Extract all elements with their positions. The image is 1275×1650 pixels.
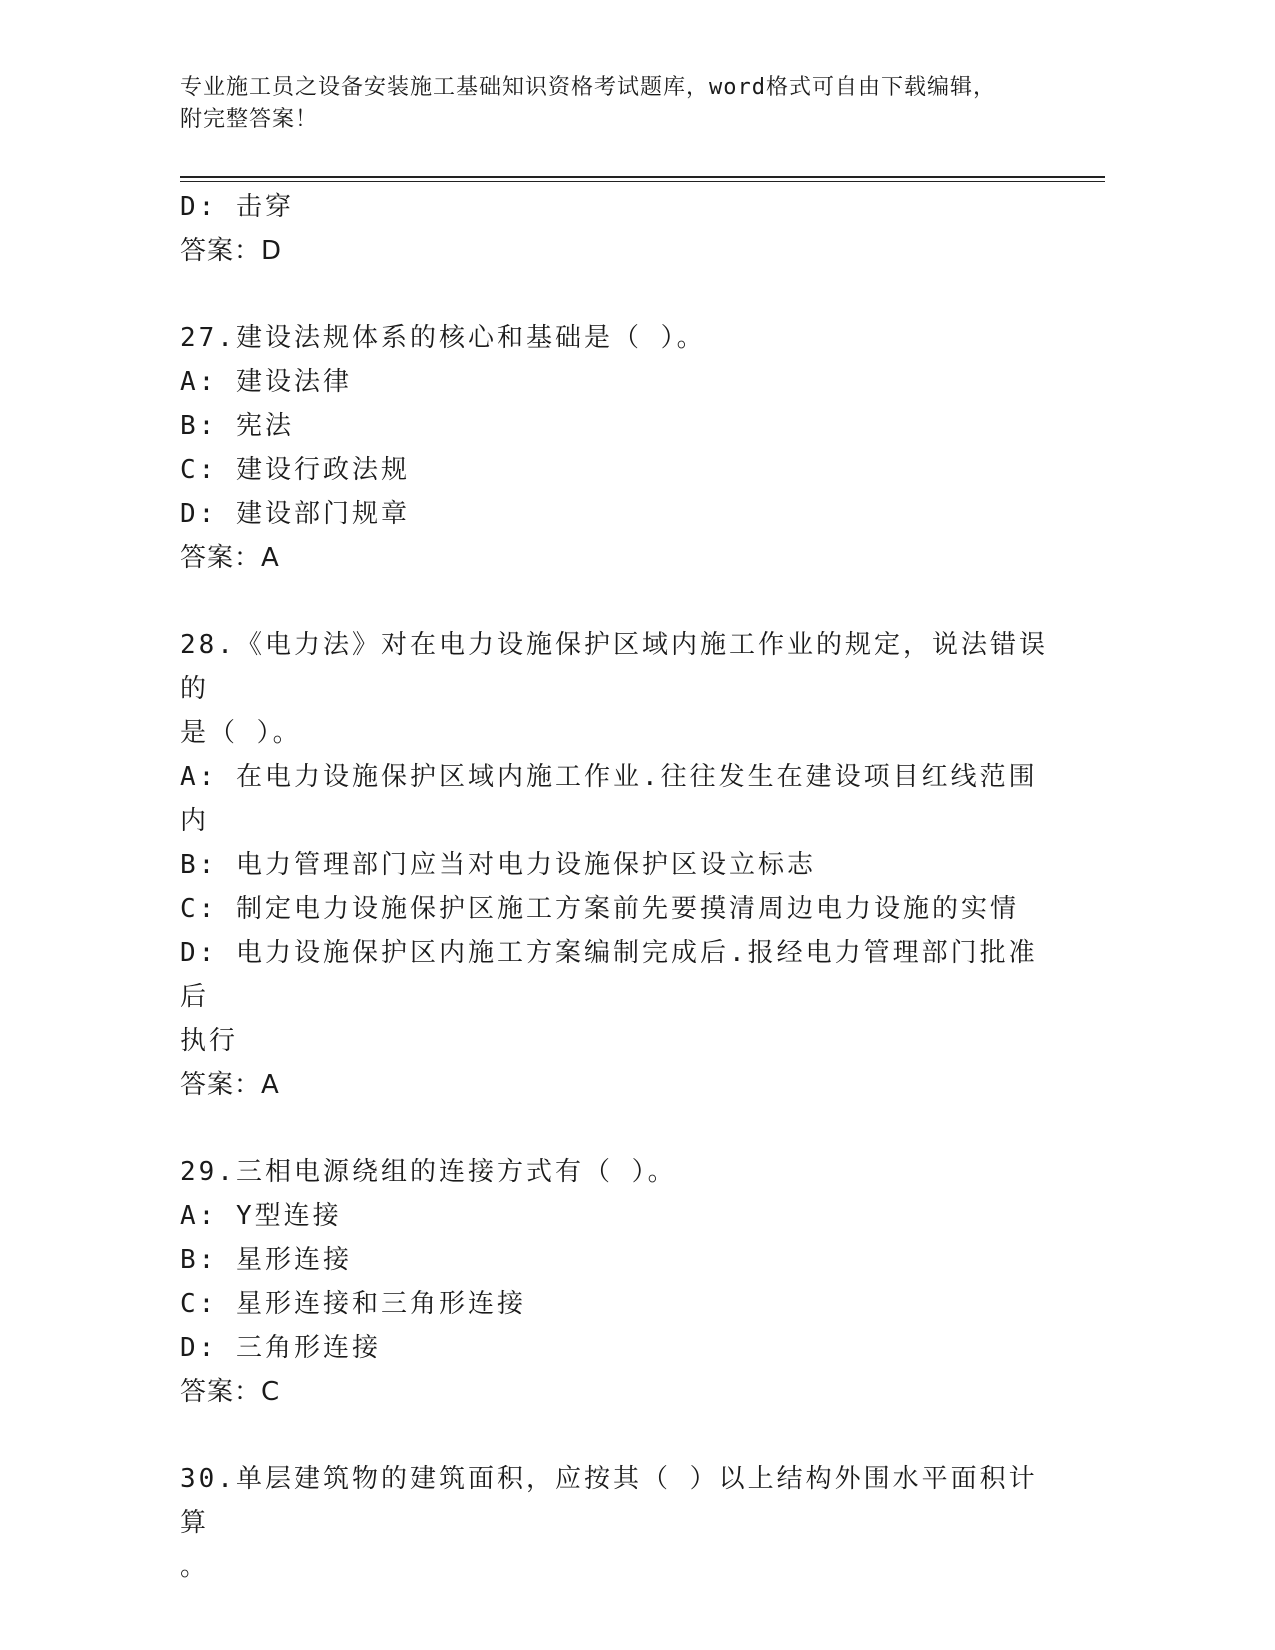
question-block-26 — [180, 185, 1050, 273]
option-a: A: 在电力设施保护区域内施工作业.往往发生在建设项目红线范围内 — [180, 762, 1038, 836]
option-c: C: 星形连接和三角形连接 — [180, 1289, 526, 1319]
spacer — [180, 1414, 1050, 1457]
question-text-line-2: 是（ ）。 — [180, 718, 302, 748]
answer-label: 答案：A — [180, 1070, 280, 1100]
option-a: A: 建设法律 — [180, 367, 352, 397]
option-d-line-2: 执行 — [180, 1026, 239, 1056]
answer-label: 答案：A — [180, 543, 280, 573]
answer-label: 答案：C — [180, 1377, 281, 1407]
spacer — [180, 273, 1050, 316]
option-c: C: 制定电力设施保护区施工方案前先要摸清周边电力设施的实情 — [180, 894, 1019, 924]
question-text: 27.建设法规体系的核心和基础是（ ）。 — [180, 323, 706, 353]
header-line-2: 附完整答案！ — [180, 107, 319, 132]
answer-label: 答案：D — [180, 236, 283, 266]
question-block-29 — [180, 1150, 1050, 1414]
question-list — [180, 185, 1050, 1589]
spacer — [180, 580, 1050, 623]
option-d: D: 建设部门规章 — [180, 499, 410, 529]
question-block-27 — [180, 316, 1050, 580]
question-text-line-2: 。 — [180, 1552, 210, 1582]
question-text-line-1: 30.单层建筑物的建筑面积，应按其（ ）以上结构外围水平面积计算 — [180, 1464, 1038, 1538]
option-b: B: 宪法 — [180, 411, 294, 441]
spacer — [180, 1107, 1050, 1150]
option-b: B: 电力管理部门应当对电力设施保护区设立标志 — [180, 850, 816, 880]
option-d: D: 三角形连接 — [180, 1333, 381, 1363]
question-block-28 — [180, 623, 1050, 1107]
option-d-line-1: D: 电力设施保护区内施工方案编制完成后.报经电力管理部门批准后 — [180, 938, 1038, 1012]
header-divider-thin — [180, 181, 1105, 182]
header-divider-thick — [180, 176, 1105, 178]
question-text-line-1: 28.《电力法》对在电力设施保护区域内施工作业的规定，说法错误的 — [180, 630, 1048, 704]
option-b: B: 星形连接 — [180, 1245, 352, 1275]
question-block-30 — [180, 1457, 1050, 1589]
option-d: D: 击穿 — [180, 192, 294, 222]
document-header — [180, 72, 1060, 136]
option-c: C: 建设行政法规 — [180, 455, 410, 485]
header-line-1: 专业施工员之设备安装施工基础知识资格考试题库，word格式可自由下载编辑， — [180, 75, 996, 100]
question-text: 29.三相电源绕组的连接方式有（ ）。 — [180, 1157, 677, 1187]
option-a: A: Y型连接 — [180, 1201, 342, 1231]
